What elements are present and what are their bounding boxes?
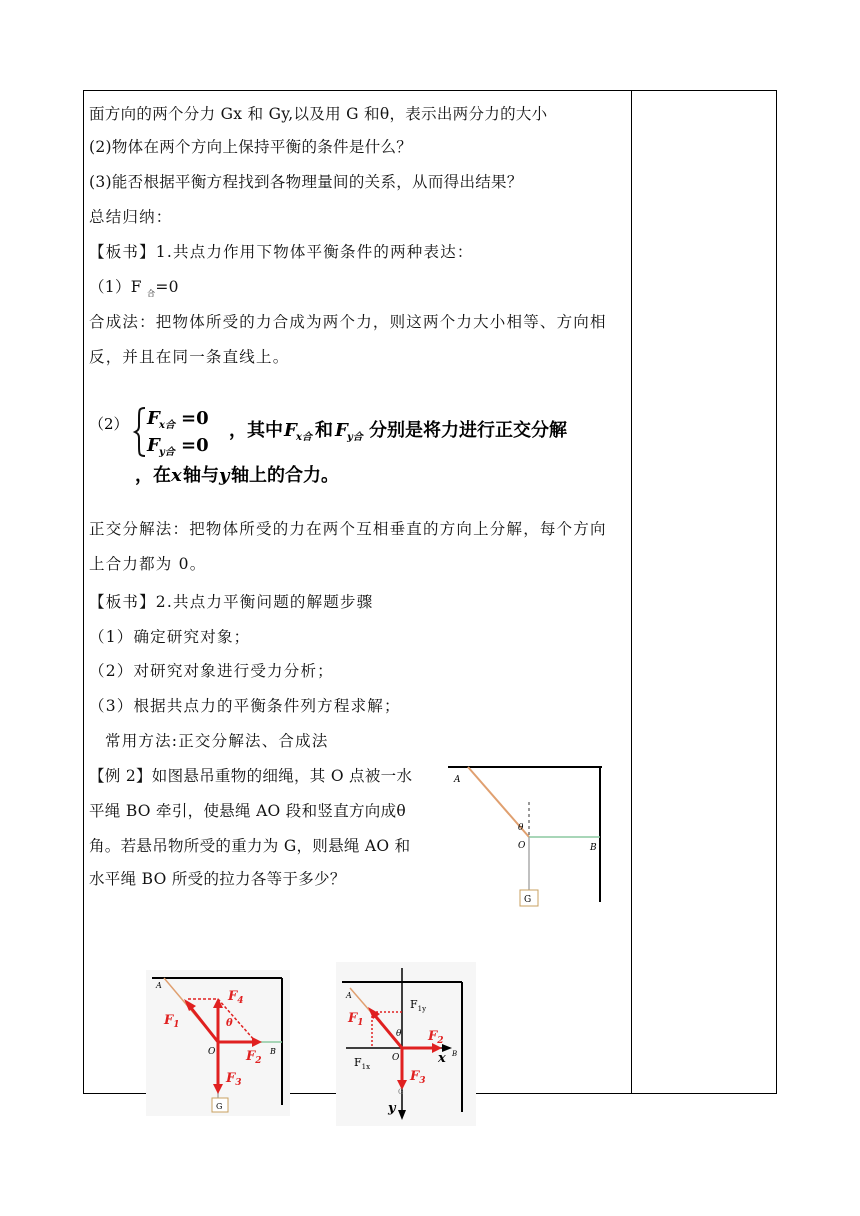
label-f1-sub: 1 <box>357 1018 364 1028</box>
label-b: B <box>270 1047 276 1056</box>
label-o: O <box>208 1047 216 1057</box>
label-x: x <box>438 1051 446 1066</box>
label-f1-main: F <box>164 1013 174 1028</box>
formula-fy-sub: y合 <box>347 432 363 443</box>
formula-t6: ，在 <box>135 465 171 486</box>
column-divider <box>631 90 632 1094</box>
label-f4-main: F <box>228 989 238 1004</box>
label-f1y-sub: 1y <box>417 1005 427 1013</box>
label-b: B <box>452 1050 458 1058</box>
synthesis-text-2: 反，并且在同一条直线上。 <box>89 348 290 366</box>
eq2-f: F <box>147 435 160 456</box>
label-y: y <box>388 1101 396 1116</box>
formula-t8: 轴与 <box>183 465 219 486</box>
label-f2-sub: 2 <box>437 1036 444 1046</box>
formula-t3: 和 <box>315 420 333 441</box>
formula-fx-sub: x合 <box>296 432 312 443</box>
eq2-sub: y合 <box>159 447 175 458</box>
eq1-f: F <box>147 408 160 429</box>
condition-1-sub: 合 <box>147 289 156 299</box>
example-figure <box>440 762 610 914</box>
formula-fx: F <box>284 420 297 441</box>
label-f3-main: F <box>226 1071 236 1086</box>
formula-fy: F <box>335 420 348 441</box>
orthogonal-text-1: 正交分解法：把物体所受的力在两个互相垂直的方向上分解，每个方向 <box>89 520 607 538</box>
label-g: G <box>216 1102 223 1111</box>
label-f3-sub: 3 <box>235 1078 242 1088</box>
orthogonal-text-2: 上合力都为 0。 <box>89 555 207 573</box>
eq1-sub: x合 <box>159 420 175 431</box>
text-line-3: (3)能否根据平衡方程找到各物理量间的关系，从而得出结果？ <box>89 173 523 191</box>
condition-1-suffix: =0 <box>155 278 179 296</box>
synthesis-text-1: 合成法：把物体所受的力合成为两个力，则这两个力大小相等、方向相 <box>89 313 607 331</box>
formula-t10: 轴上的合力。 <box>231 465 339 486</box>
label-theta: θ <box>396 1029 402 1039</box>
eq2-rhs: =0 <box>181 435 209 456</box>
orthogonal-bg <box>336 962 476 1126</box>
label-f4-sub: 4 <box>237 996 244 1006</box>
step-2: （2）对研究对象进行受力分析； <box>89 662 334 680</box>
label-o: O <box>518 841 526 851</box>
example-line-2: 平绳 BO 牵引，使悬绳 AO 段和竖直方向成θ <box>89 802 407 820</box>
label-f1y-main: F <box>410 998 418 1011</box>
synthesis-figure <box>146 970 290 1116</box>
label-b: B <box>590 843 597 853</box>
label-f2-main: F <box>246 1049 256 1064</box>
label-g: G <box>524 895 532 905</box>
text-line-2: (2)物体在两个方向上保持平衡的条件是什么？ <box>89 138 413 156</box>
text-line-1: 面方向的两个分力 Gx 和 Gy,以及用 G 和θ，表示出两分力的大小 <box>89 105 548 123</box>
balance-formula <box>89 396 629 496</box>
step-1: （1）确定研究对象； <box>89 628 251 646</box>
label-o: O <box>392 1053 400 1063</box>
label-f1x-sub: 1x <box>361 1063 371 1071</box>
formula-t5: 分别是将力进行正交分解 <box>369 420 567 441</box>
formula-number: （2） <box>89 415 129 433</box>
label-theta: θ <box>518 823 524 833</box>
formula-x: x <box>171 465 182 486</box>
label-f2-main: F <box>428 1029 438 1044</box>
eq1-rhs: =0 <box>181 408 209 429</box>
board-note-2: 【板书】2.共点力平衡问题的解题步骤 <box>89 593 374 611</box>
example-line-1: 【例 2】如图悬吊重物的细绳，其 O 点被一水 <box>89 767 413 785</box>
brace <box>135 408 145 456</box>
label-f1-sub: 1 <box>173 1020 180 1030</box>
label-a: A <box>156 981 162 990</box>
formula-y: y <box>219 465 230 486</box>
common-methods: 常用方法:正交分解法、合成法 <box>105 732 329 750</box>
example-line-3: 角。若悬吊物所受的重力为 G，则悬绳 AO 和 <box>89 837 411 855</box>
formula-t1: ，其中 <box>229 420 283 441</box>
label-a: A <box>454 775 461 785</box>
condition-1-prefix: （1）F <box>89 278 148 296</box>
orthogonal-figure <box>336 962 476 1126</box>
label-a: A <box>346 991 352 1000</box>
label-f2-sub: 2 <box>255 1056 262 1066</box>
label-g: G <box>398 1088 404 1096</box>
example-line-4: 水平绳 BO 所受的拉力各等于多少？ <box>89 870 346 888</box>
condition-1 <box>89 275 179 299</box>
label-f3-main: F <box>410 1069 420 1084</box>
label-theta: θ <box>226 1018 233 1029</box>
label-f3-sub: 3 <box>419 1076 426 1086</box>
step-3: （3）根据共点力的平衡条件列方程求解； <box>89 697 401 715</box>
label-f1-main: F <box>348 1011 358 1026</box>
board-note-1: 【板书】1.共点力作用下物体平衡条件的两种表达： <box>89 243 474 261</box>
summary-heading: 总结归纳： <box>89 208 173 226</box>
label-f1x-main: F <box>354 1056 362 1069</box>
